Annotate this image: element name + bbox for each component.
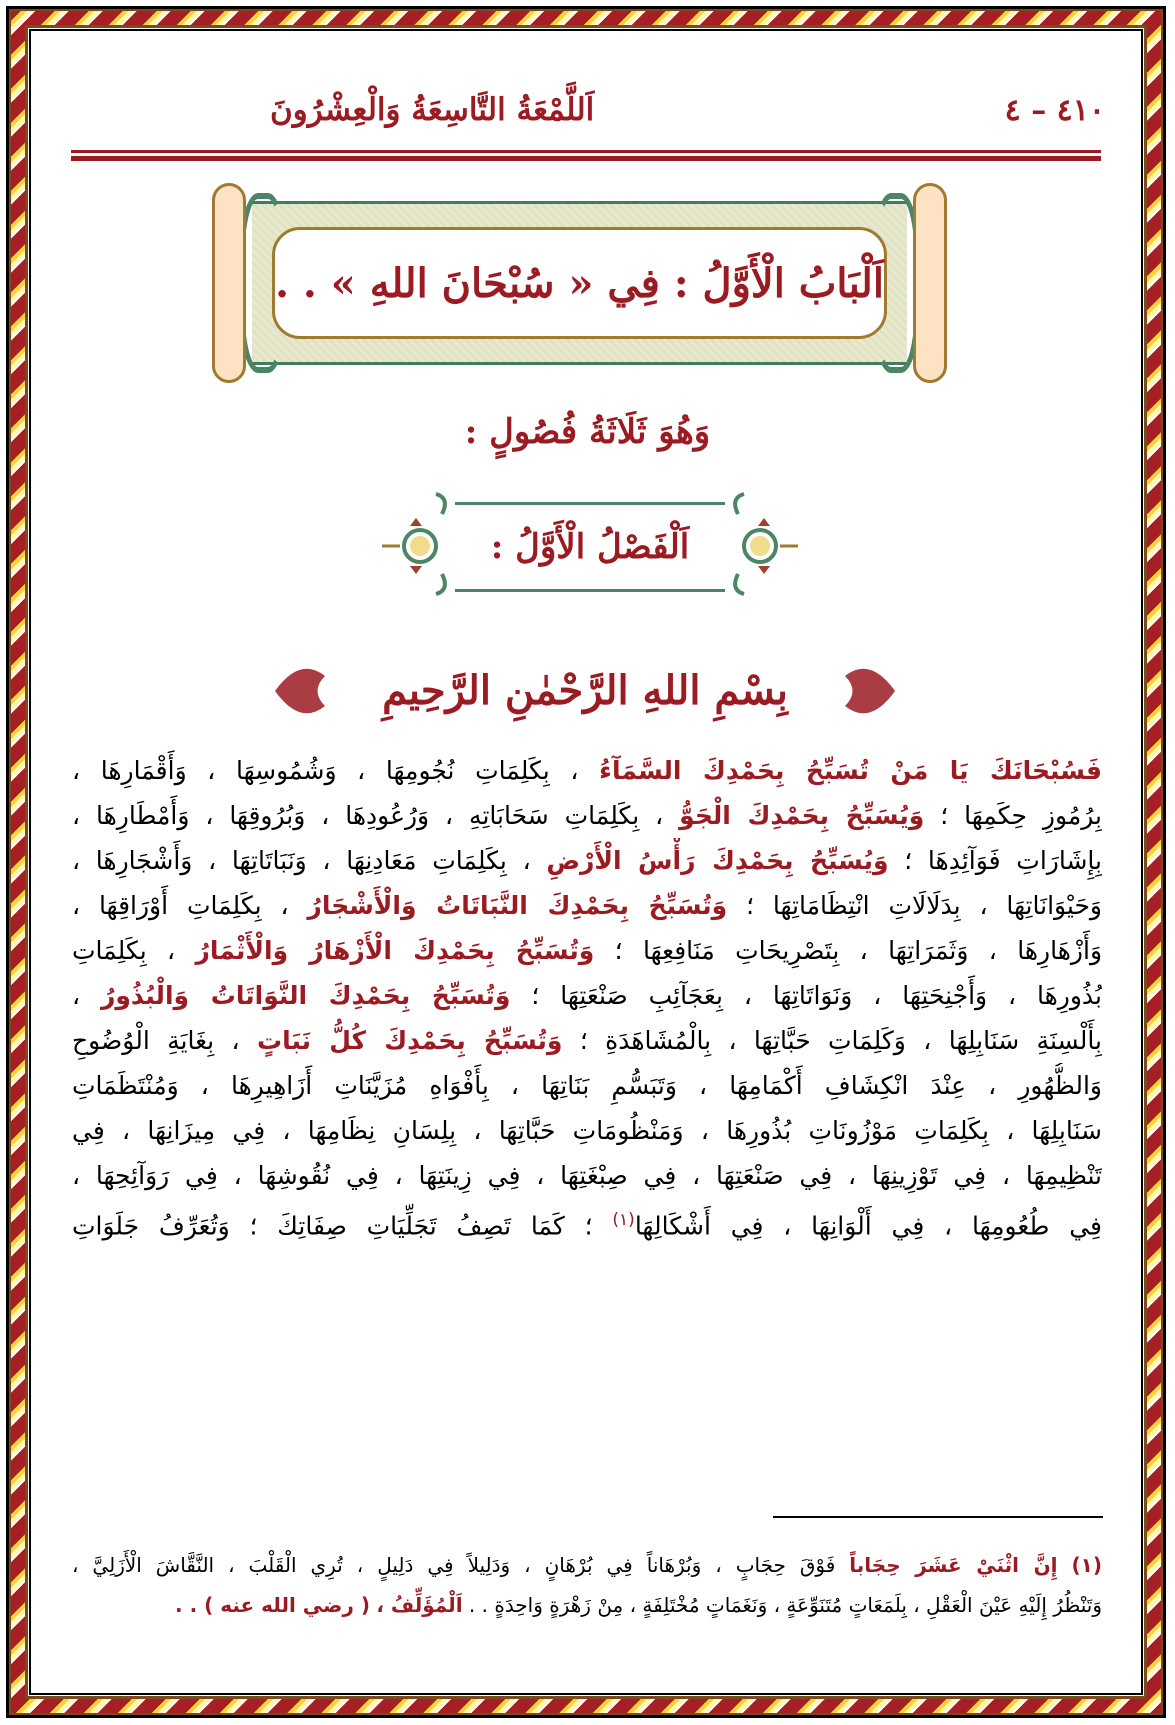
text: وَأَزْهَارِهَا ، وَثَمَرَاتِهَا ، بِتَصْرِيحَاتِ مَنَافِعِهَا ؛ <box>594 936 1102 965</box>
text: ، بِغَايَةِ الْوُضُوحِ <box>72 1026 257 1055</box>
highlighted-phrase: وَتُسَبِّحُ بِحَمْدِكَ النَّوَاتَاتُ وَالْبُذُورُ <box>100 981 511 1010</box>
body-line <box>72 1198 1102 1243</box>
footnote <box>72 1545 1102 1625</box>
section-heading: اَلْبَابُ الْأَوَّلُ : فِي « سُبْحَانَ اللهِ » . . <box>275 259 884 307</box>
body-paragraph <box>72 748 1102 1243</box>
scroll-ornament-icon <box>212 183 246 383</box>
body-line <box>72 928 1102 973</box>
text: بِإِشَارَاتِ فَوَآئِدِهَا ؛ <box>888 846 1102 875</box>
chapter-heading-frame <box>455 502 725 592</box>
text: وَتَنْظُرُ إِلَيْهِ عَيْنَ الْعَقْلِ ، بِلَمَعَاتٍ مُتَنَوِّعَةٍ ، وَنَغَمَاتٍ مُخْتَلِفَةٍ ، مِنْ زَهْرَةٍ وَاحِدَةٍ . . <box>462 1593 1102 1617</box>
text: وَالظُّهُورِ ، عِنْدَ انْكِشَافِ أَكْمَامِهَا ، وَتَبَسُّمِ بَنَاتِهَا ، بِأَفْوَاهِ مُزَيَّنَاتِ أَزَاهِيرِهَا ، وَمُنْتَظَمَاتِ <box>72 1071 1102 1100</box>
highlighted-phrase: وَتُسَبِّحُ بِحَمْدِكَ الْأَزْهَارُ وَالْأَثْمَارُ <box>195 936 595 965</box>
calligraphic-flourish-icon <box>840 656 900 726</box>
basmala <box>270 650 900 730</box>
arabesque-ornament-icon <box>380 490 450 598</box>
arabesque-ornament-icon <box>730 490 800 598</box>
text: ؛ كَمَا تَصِفُ تَجَلِّيَاتِ صِفَاتِكَ ؛ وَتُعَرِّفُ جَلَوَاتِ <box>72 1211 613 1241</box>
text: فَوْقَ حِجَابٍ ، وَبُرْهَاناً فِي بُرْهَانٍ ، وَدَلِيلاً فِي دَلِيلٍ ، تُرِي الْقَلْبَ ، النَّقَّاشَ الْأَزَلِيَّ ، <box>72 1553 850 1577</box>
body-line <box>72 793 1102 838</box>
text: ، <box>72 981 101 1010</box>
body-line <box>72 883 1102 928</box>
section-cartouche <box>212 183 947 383</box>
body-line <box>72 973 1102 1018</box>
page-number: ٤١٠ – ٤ <box>1004 92 1105 128</box>
footnote-author: اَلْمُؤَلِّفُ ، <box>376 1593 463 1617</box>
body-line <box>72 1018 1102 1063</box>
footnote-line <box>72 1585 1102 1625</box>
chapter-heading: اَلْفَصْلُ الْأَوَّلُ : <box>490 527 690 567</box>
highlighted-phrase: وَيُسَبِّحُ بِحَمْدِكَ الْجَوُّ <box>679 801 925 830</box>
text: وَحَيْوَانَاتِهَا ، بِدَلَالَاتِ انْتِظَامَاتِهَا ؛ <box>727 891 1102 920</box>
text: بِرُمُوزِ حِكَمِهَا ؛ <box>924 801 1102 830</box>
text: ، بِكَلِمَاتِ نُجُومِهَا ، وَشُمُوسِهَا ، وَأَقْمَارِهَا ، <box>72 756 600 785</box>
footnote-separator <box>773 1516 1103 1518</box>
text: سَنَابِلِهَا ، بِكَلِمَاتِ مَوْزُونَاتِ بُذُورِهَا ، وَمَنْظُومَاتِ حَبَّاتِهَا ، بِلِسَانِ نِظَامِهَا ، فِي مِيزَانِهَا ، فِي <box>72 1116 1102 1145</box>
section-subtitle: وَهُوَ ثَلَاثَةُ فُصُولٍ : <box>464 412 711 452</box>
text: تَنْظِيمِهَا ، فِي تَوْزِينِهَا ، فِي صَنْعَتِهَا ، فِي صِبْغَتِهَا ، فِي زِينَتِهَا ، فِي نُقُوشِهَا ، فِي رَوَآئِحِهَا ، <box>72 1161 1102 1190</box>
text: بِأَلْسِنَةِ سَنَابِلِهَا ، وَكَلِمَاتِ حَبَّاتِهَا ، بِالْمُشَاهَدَةِ ؛ <box>562 1026 1102 1055</box>
honorific-seal: ( رضي الله عنه ) . . <box>175 1593 370 1617</box>
chapter-heading-box <box>380 490 800 598</box>
basmala-text: بِسْمِ اللهِ الرَّحْمٰنِ الرَّحِيمِ <box>382 666 788 714</box>
text: ، بِكَلِمَاتِ <box>72 936 196 965</box>
highlighted-phrase: وَتُسَبِّحُ بِحَمْدِكَ كُلُّ نَبَاتٍ <box>256 1026 563 1055</box>
cartouche-inner <box>272 227 887 339</box>
footnote-line <box>72 1545 1102 1585</box>
calligraphic-flourish-icon <box>270 656 330 726</box>
highlighted-phrase: وَيُسَبِّحُ بِحَمْدِكَ رَأْسُ الْأَرْضِ <box>546 846 889 875</box>
header-double-rule <box>71 150 1101 161</box>
footnote-reference[interactable]: (١) <box>612 1210 635 1230</box>
body-line <box>72 1153 1102 1198</box>
highlighted-phrase: فَسُبْحَانَكَ يَا مَنْ تُسَبِّحُ بِحَمْدِكَ السَّمَآءُ <box>599 756 1102 785</box>
body-line <box>72 1063 1102 1108</box>
body-line <box>72 748 1102 793</box>
scroll-ornament-icon <box>913 183 947 383</box>
body-line <box>72 838 1102 883</box>
text: ، بِكَلِمَاتِ أَوْرَاقِهَا ، <box>72 891 308 920</box>
highlighted-phrase: وَتُسَبِّحُ بِحَمْدِكَ النَّبَاتَاتُ وَالْأَشْجَارُ <box>307 891 728 920</box>
text: بُذُورِهَا ، وَأَجْنِحَتِهَا ، وَنَوَاتَاتِهَا ، بِعَجَآئِبِ صَنْعَتِهَا ؛ <box>510 981 1102 1010</box>
footnote-highlight: إِنَّ اثْنَيْ عَشَرَ حِجَاباً <box>849 1553 1058 1577</box>
text: ، بِكَلِمَاتِ سَحَابَاتِهِ ، وَرُعُودِهَا ، وَبُرُوقِهَا ، وَأَمْطَارِهَا ، <box>72 801 680 830</box>
text: ، بِكَلِمَاتِ مَعَادِنِهَا ، وَنَبَاتَاتِهَا ، وَأَشْجَارِهَا ، <box>72 846 547 875</box>
body-line <box>72 1108 1102 1153</box>
running-head <box>70 82 1105 138</box>
text: فِي طُعُومِهَا ، فِي أَلْوَانِهَا ، فِي أَشْكَالِهَا <box>634 1211 1102 1241</box>
footnote-marker: (١) <box>1071 1553 1102 1577</box>
chapter-title: اَللَّمْعَةُ التَّاسِعَةُ وَالْعِشْرُونَ <box>270 92 595 128</box>
